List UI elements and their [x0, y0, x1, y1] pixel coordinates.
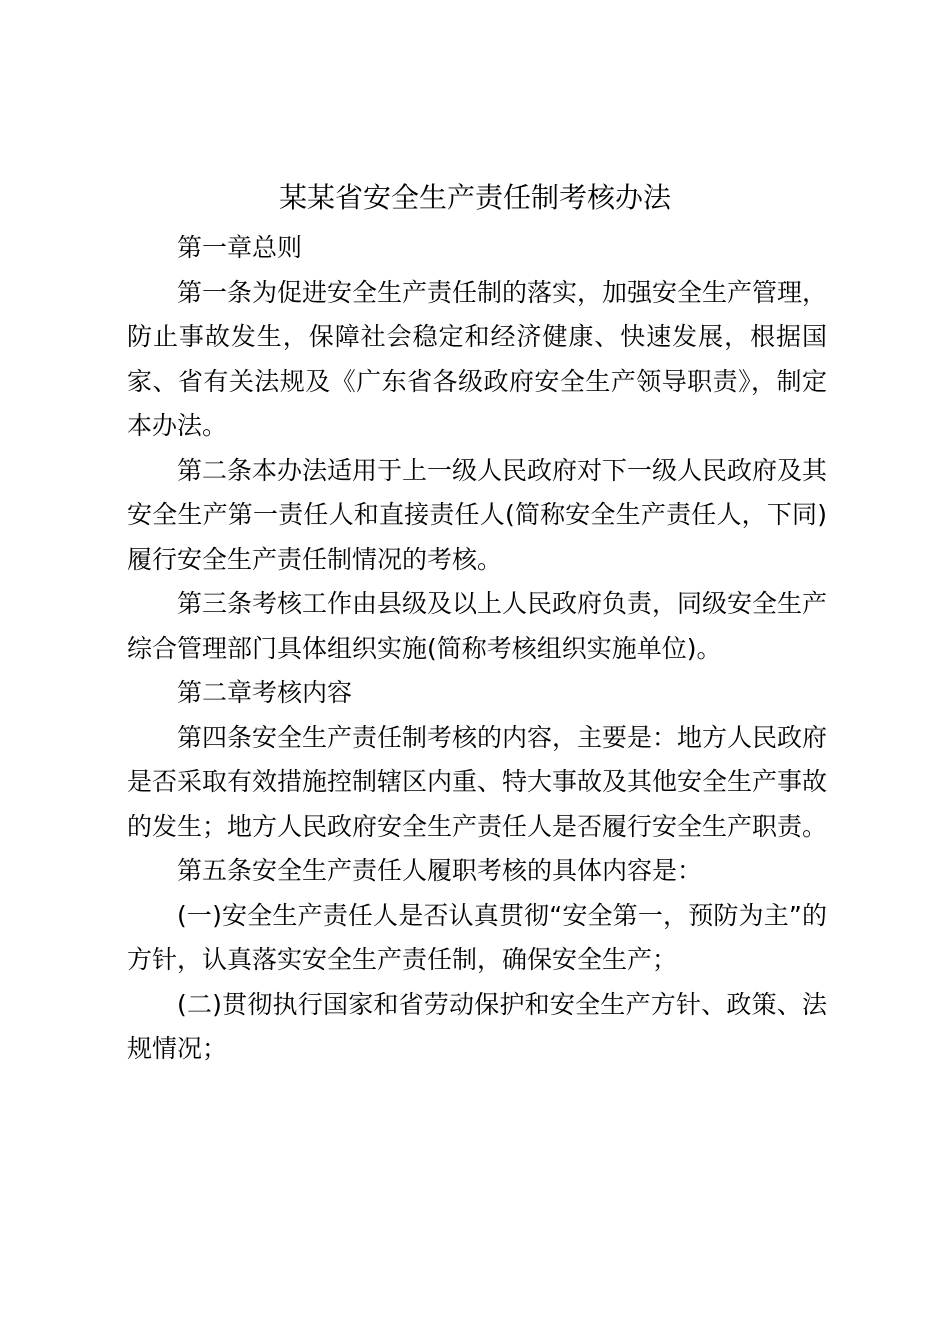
chapter-heading: 第二章考核内容	[177, 678, 353, 707]
chapter-heading: 第一章总则	[177, 233, 303, 262]
article-paragraph: 第一条为促进安全生产责任制的落实，加强安全生产管理，防止事故发生，保障社会稳定和经济健康、快速发展，根据国家、省有关法规及《广东省各级政府安全生产领导职责》，制定本办法。	[127, 277, 828, 440]
list-item: (二)贯彻执行国家和省劳动保护和安全生产方针、政策、法规情况；	[127, 989, 827, 1063]
article-paragraph: 第四条安全生产责任制考核的内容，主要是：地方人民政府是否采取有效措施控制辖区内重、特大事故及其他安全生产事故的发生；地方人民政府安全生产责任人是否履行安全生产职责。	[127, 722, 828, 841]
article-paragraph: 第三条考核工作由县级及以上人民政府负责，同级安全生产综合管理部门具体组织实施(简称考核组织实施单位)。	[127, 589, 828, 663]
document-body	[127, 226, 827, 1072]
article-paragraph: 第二条本办法适用于上一级人民政府对下一级人民政府及其安全生产第一责任人和直接责任人(简称安全生产责任人，下同)履行安全生产责任制情况的考核。	[127, 455, 828, 574]
list-item: (一)安全生产责任人是否认真贯彻“安全第一，预防为主”的方针，认真落实安全生产责任制，确保安全生产；	[127, 900, 827, 974]
document-title: 某某省安全生产责任制考核办法	[278, 181, 671, 214]
article-paragraph: 第五条安全生产责任人履职考核的具体内容是：	[177, 856, 703, 885]
